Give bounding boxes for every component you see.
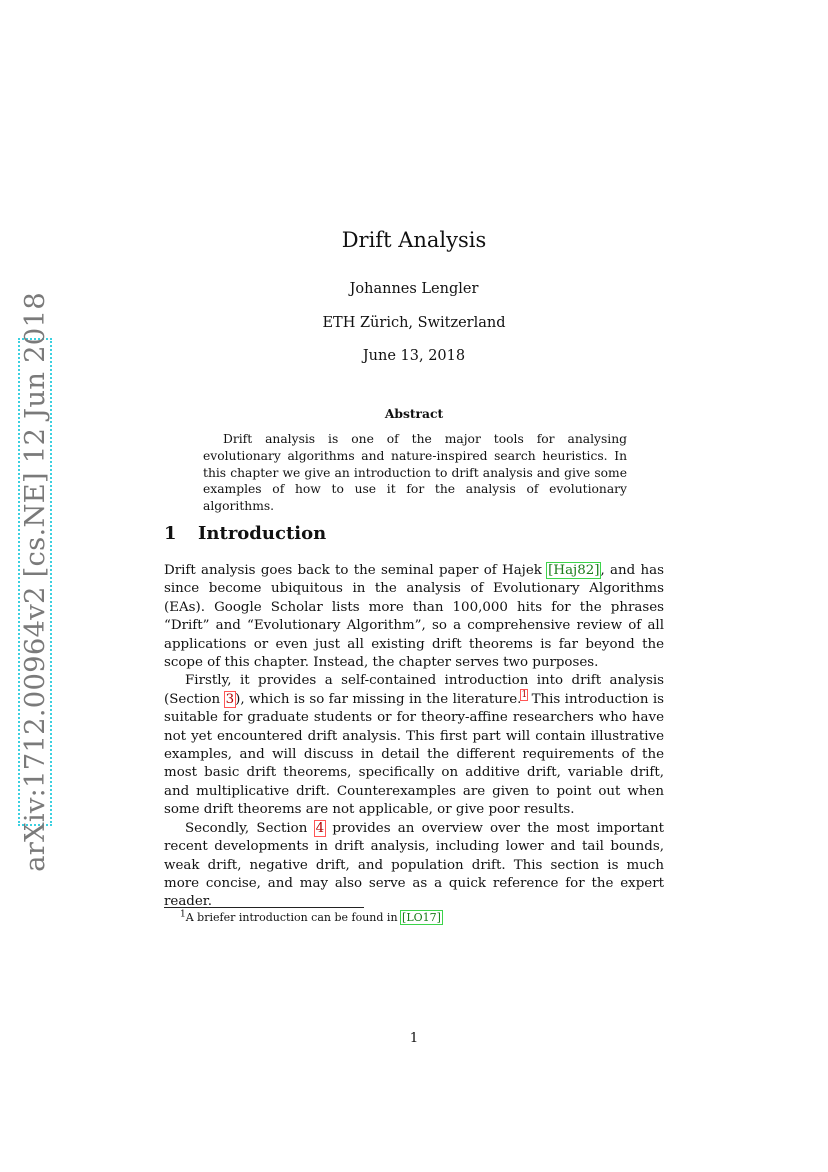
paragraph-2	[164, 672, 664, 819]
paragraph-2-text-a: Firstly, it provides a self-contained introduction into drift analysis (Section	[164, 673, 664, 707]
paragraph-3	[164, 820, 664, 912]
abstract-heading: Abstract	[384, 406, 444, 421]
abstract-text: Drift analysis is one of the major tools for analysing evolutionary algorithms and nature-inspired search heuristics. In this chapter we give an introduction to drift analysis and give some examples of how to use it for the analysis of evolutionary algorithms.	[203, 432, 627, 514]
section-3-link[interactable]: 3	[225, 691, 235, 707]
body-text	[164, 562, 664, 912]
footnote	[180, 911, 442, 925]
paragraph-1-text-b: , and has since become ubiquitous in the analysis of Evolutionary Algorithms (EAs). Google Scholar lists more than 100,000 hits for the phrases “Drift” and “Evolutionary Algorithm”, so a comprehensive review of all applications or even just all existing drift theorems is far beyond the scope of this chapter. Instead, the chapter serves two purposes.	[164, 563, 664, 671]
paragraph-2-text-c: This introduction is suitable for graduate students or for theory-affine researchers who have not yet encountered drift analysis. This first part will contain illustrative examples, and will discuss in detail the different requirements of the most basic drift theorems, specifically on additive drift, variable drift, and multiplicative drift. Counterexamples are given to point out when some drift theorems are not applicable, or give poor results.	[164, 691, 664, 818]
section-number: 1	[164, 523, 177, 544]
footnote-text: A briefer introduction can be found in	[185, 911, 402, 924]
paragraph-3-text-b: provides an overview over the most important recent developments in drift analysis, including lower and tail bounds, weak drift, negative drift, and population drift. This section is much more concise, and may also serve as a quick reference for the expert reader.	[164, 820, 664, 910]
section-title: Introduction	[198, 523, 327, 544]
paper-title: Drift Analysis	[341, 228, 487, 252]
page-number: 1	[409, 1031, 419, 1046]
arxiv-stamp-text: arXiv:1712.00964v2 [cs.NE] 12 Jun 2018	[19, 292, 51, 872]
footnote-1-link[interactable]: 1	[521, 690, 528, 701]
citation-lo17-link[interactable]: [LO17]	[402, 911, 441, 924]
section-heading	[164, 523, 326, 544]
paragraph-3-text-a: Secondly, Section	[185, 820, 315, 836]
author-name: Johannes Lengler	[349, 281, 479, 297]
footnote-divider	[164, 907, 364, 908]
paragraph-1	[164, 562, 664, 672]
citation-haj82-link[interactable]: [Haj82]	[548, 563, 600, 578]
paragraph-1-text-a: Drift analysis goes back to the seminal paper of Hajek	[164, 563, 548, 578]
footnote-mark: 1	[180, 909, 186, 920]
paragraph-2-text-b: ), which is so far missing in the literature.	[235, 691, 522, 707]
affiliation: ETH Zürich, Switzerland	[322, 315, 506, 331]
paper-date: June 13, 2018	[362, 348, 466, 364]
section-4-link[interactable]: 4	[315, 820, 325, 836]
